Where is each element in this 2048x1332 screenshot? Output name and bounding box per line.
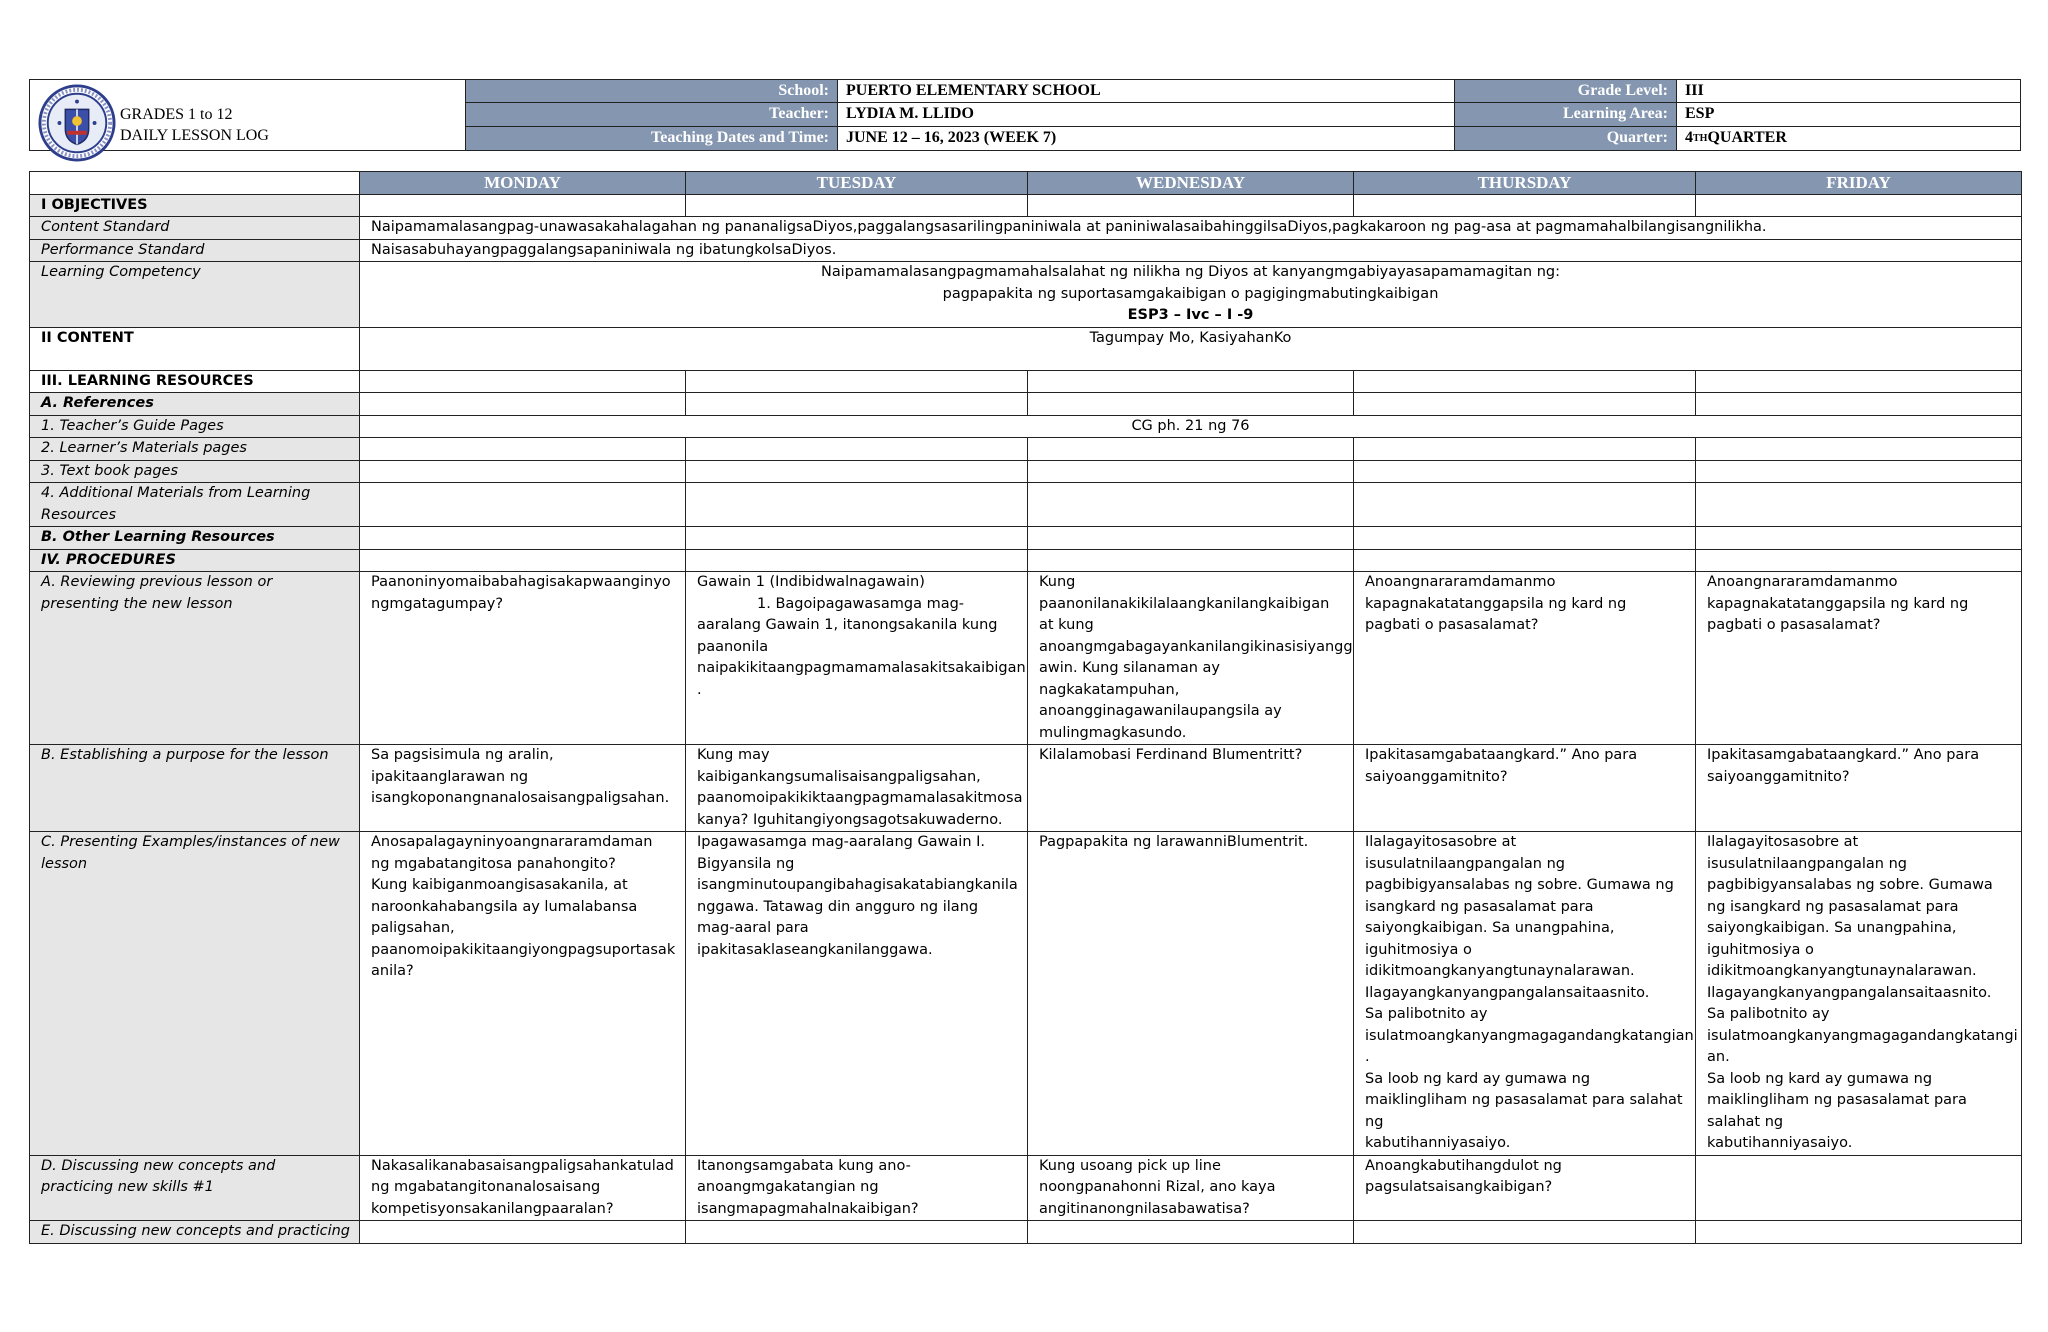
quarter-sup: TH [1693,132,1708,144]
table-cell [1696,527,2022,550]
table-cell [1696,460,2022,483]
other-resources-label: B. Other Learning Resources [30,527,360,550]
proc-a-tuesday [686,572,1028,745]
dates-label: Teaching Dates and Time: [466,127,838,150]
table-cell [1354,527,1696,550]
table-cell [1696,370,2022,393]
proc-a-thursday: Anoangnararamdamanmo kapagnakatatanggapsila ng kard ng pagbati o pasasalamat? [1354,572,1696,745]
table-row [30,549,2022,572]
learning-competency-label: Learning Competency [30,262,360,328]
table-cell [686,527,1028,550]
corner-cell [30,172,360,195]
table-cell [360,370,686,393]
competency-line2: pagpapakita ng suportasamgakaibigan o pagigingmabutingkaibigan [942,285,1439,302]
table-cell [1028,460,1354,483]
table-cell [1696,483,2022,527]
table-row [30,483,2022,527]
proc-e-label: E. Discussing new concepts and practicing [30,1221,360,1244]
area-value: ESP [1677,103,2020,126]
table-row [30,572,2022,745]
table-row [30,527,2022,550]
procedures-label: IV. PROCEDURES [30,549,360,572]
table-cell [1028,393,1354,416]
day-tuesday: TUESDAY [686,172,1028,195]
table-cell [1696,1221,2022,1244]
table-cell [1354,194,1696,217]
learning-resources-label: III. LEARNING RESOURCES [30,370,360,393]
table-cell [1028,549,1354,572]
proc-b-thursday: Ipakitasamgabataangkard.” Ano para saiyoanggamitnito? [1354,745,1696,832]
table-cell [686,194,1028,217]
proc-a-friday: Anoangnararamdamanmo kapagnakatatanggapsila ng kard ng pagbati o pasasalamat? [1696,572,2022,745]
table-row [30,262,2022,328]
proc-c-monday: Anosapalagayninyoangnararamdaman ng mgabatangitosa panahongito? Kung kaibiganmoangisasakanila, at naroonkahabangsila ay lumalabansa paligsahan, paanomoipakikitaangiyongpagsuportasak anila? [360,832,686,1156]
school-label: School: [466,80,838,103]
quarter-text: QUARTER [1707,129,1787,147]
table-cell [360,438,686,461]
references-label: A. References [30,393,360,416]
table-cell [686,1221,1028,1244]
table-cell [1696,393,2022,416]
quarter-label: Quarter: [1455,127,1677,150]
table-cell [686,438,1028,461]
table-cell [1354,460,1696,483]
table-cell [1354,393,1696,416]
table-row [30,832,2022,1156]
table-cell [1028,483,1354,527]
header-block [29,79,2021,151]
proc-c-label: C. Presenting Examples/instances of new lesson [30,832,360,1156]
proc-d-wednesday: Kung usoang pick up line noongpanahonni Rizal, ano kaya angitinanongnilasabawatisa? [1028,1155,1354,1221]
table-cell [1028,438,1354,461]
day-monday: MONDAY [360,172,686,195]
table-cell [686,370,1028,393]
textbook-label: 3. Text book pages [30,460,360,483]
table-row [30,327,2022,370]
table-row [30,217,2022,240]
proc-a-monday: Paanoninyomaibabahagisakapwaanginyo ngmgatagumpay? [360,572,686,745]
table-cell [1354,483,1696,527]
table-cell [686,393,1028,416]
table-cell [1028,370,1354,393]
proc-a-tuesday-title: Gawain 1 (Indibidwalnagawain) [697,574,925,590]
teacher-value: LYDIA M. LLIDO [838,103,1455,126]
proc-d-monday: Nakasalikanabasaisangpaligsahankatulad ng mgabatangitonanalosaisang kompetisyonsakanilangpaaralan? [360,1155,686,1221]
table-cell [360,1221,686,1244]
table-cell [1696,549,2022,572]
day-friday: FRIDAY [1696,172,2022,195]
table-row [30,393,2022,416]
proc-c-tuesday: Ipagawasamga mag-aaralang Gawain I. Bigyansila ng isangminutoupangibahagisakatabiangkanila nggawa. Tatawag din angguro ng ilang mag-aaral para ipakitasaklaseangkanilanggawa. [686,832,1028,1156]
proc-b-wednesday: Kilalamobasi Ferdinand Blumentritt? [1028,745,1354,832]
teacher-label: Teacher: [466,103,838,126]
proc-b-tuesday: Kung may kaibigankangsumalisaisangpaligsahan, paanomoipakikiktaangpagmamalasakitmosa kanya? Iguhitangiyongsagotsakuwaderno. [686,745,1028,832]
proc-a-tuesday-step: 1. Bagoipagawasamga mag- [757,595,965,612]
school-value: PUERTO ELEMENTARY SCHOOL [838,80,1455,103]
proc-b-monday: Sa pagsisimula ng aralin, ipakitaanglarawan ng isangkoponangnanalosaisangpaligsahan. [360,745,686,832]
table-cell [1354,549,1696,572]
proc-a-tuesday-rest: aaralang Gawain 1, itanongsakanila kung paanonila naipakikitaangpagmamamalasakitsakaibigan . [697,617,1026,698]
learning-competency-value [360,262,2022,328]
teachers-guide-value: CG ph. 21 ng 76 [360,415,2022,438]
table-row [30,438,2022,461]
quarter-num: 4 [1685,129,1693,147]
proc-d-label: D. Discussing new concepts and practicing new skills #1 [30,1155,360,1221]
deped-seal-icon [38,84,116,162]
table-row [30,745,2022,832]
table-row [30,1221,2022,1244]
content-standard-value: Naipamamalasangpag-unawasakahalagahan ng pananaligsaDiyos,paggalangsasarilingpaniniwala at paniniwalasaibahinggilsaDiyos,pagkakaroon ng pag-asa at pagmamahalbilangisangnilikha. [360,217,2022,240]
table-cell [1696,194,2022,217]
day-wednesday: WEDNESDAY [1028,172,1354,195]
table-row [30,415,2022,438]
proc-a-label: A. Reviewing previous lesson or presenting the new lesson [30,572,360,745]
proc-c-friday: Ilalagayitosasobre at isusulatnilaangpangalan ng pagbibigyansalabas ng sobre. Gumawa ng isangkard ng pasasalamat para saiyongkaibigan. Sa unangpahina, iguhitmosiya o idikitmoangkanyangtunaynalarawan. Ilagayangkanyangpangalansaitaasnito. Sa palibotnito ay isulatmoangkanyangmagagandangkatangi an. Sa loob ng kard ay gumawa ng maiklingliham ng pasasalamat para salahat ng kabutihanniyasaiyo. [1696,832,2022,1156]
table-cell [360,483,686,527]
performance-standard-value: Naisasabuhayangpaggalangsapaniniwala ng ibatungkolsaDiyos. [360,239,2022,262]
table-cell [1696,438,2022,461]
header-title [120,104,269,146]
header-info-grid [466,80,2020,150]
learners-materials-label: 2. Learner’s Materials pages [30,438,360,461]
day-thursday: THURSDAY [1354,172,1696,195]
proc-d-thursday: Anoangkabutihangdulot ng pagsulatsaisangkaibigan? [1354,1155,1696,1221]
table-cell [360,393,686,416]
table-cell [1028,1221,1354,1244]
table-cell [1028,527,1354,550]
grade-label: Grade Level: [1455,80,1677,103]
table-cell [360,460,686,483]
additional-materials-label: 4. Additional Materials from Learning Resources [30,483,360,527]
content-standard-label: Content Standard [30,217,360,240]
header-title-block [30,80,466,150]
content-value: Tagumpay Mo, KasiyahanKo [360,327,2022,370]
lesson-log-table [29,171,2022,1244]
table-cell [1354,438,1696,461]
table-cell [686,483,1028,527]
competency-code: ESP3 – Ivc – I -9 [1127,307,1254,323]
proc-c-wednesday: Pagpapakita ng larawanniBlumentrit. [1028,832,1354,1156]
proc-b-friday: Ipakitasamgabataangkard.” Ano para saiyoanggamitnito? [1696,745,2022,832]
table-row [30,1155,2022,1221]
quarter-value [1677,127,2020,150]
day-header-row [30,172,2022,195]
proc-c-thursday: Ilalagayitosasobre at isusulatnilaangpangalan ng pagbibigyansalabas ng sobre. Gumawa ng isangkard ng pasasalamat para saiyongkaibigan. Sa unangpahina, iguhitmosiya o idikitmoangkanyangtunaynalarawan. Ilagayangkanyangpangalansaitaasnito. Sa palibotnito ay isulatmoangkanyangmagagandangkatangian . Sa loob ng kard ay gumawa ng maiklingliham ng pasasalamat para salahat ng kabutihanniyasaiyo. [1354,832,1696,1156]
table-cell [360,194,686,217]
teachers-guide-label: 1. Teacher’s Guide Pages [30,415,360,438]
proc-d-tuesday: Itanongsamgabata kung ano-anoangmgakatangian ng isangmapagmahalnakaibigan? [686,1155,1028,1221]
table-row [30,239,2022,262]
table-cell [360,549,686,572]
table-cell [1028,194,1354,217]
dates-value: JUNE 12 – 16, 2023 (WEEK 7) [838,127,1455,150]
table-row [30,460,2022,483]
grade-value: III [1677,80,2020,103]
objectives-label: I OBJECTIVES [30,194,360,217]
table-cell [1354,1221,1696,1244]
proc-b-label: B. Establishing a purpose for the lesson [30,745,360,832]
title-line1: GRADES 1 to 12 [120,106,233,123]
table-cell [686,460,1028,483]
content-label: II CONTENT [30,327,360,370]
table-cell [686,549,1028,572]
proc-a-wednesday: Kung paanonilanakikilalaangkanilangkaibigan at kung anoangmgabagayankanilangikinasisiyangg awin. Kung silanaman ay nagkakatampuhan, anoangginagawanilaupangsila ay mulingmagkasundo. [1028,572,1354,745]
title-line2: DAILY LESSON LOG [120,127,269,144]
competency-line1: Naipamamalasangpagmamahalsalahat ng nilikha ng Diyos at kanyangmgabiyayasapamamagitan ng: [820,264,1560,280]
table-cell [360,527,686,550]
proc-d-friday [1696,1155,2022,1221]
performance-standard-label: Performance Standard [30,239,360,262]
table-cell [1354,370,1696,393]
area-label: Learning Area: [1455,103,1677,126]
table-row [30,370,2022,393]
table-row [30,194,2022,217]
